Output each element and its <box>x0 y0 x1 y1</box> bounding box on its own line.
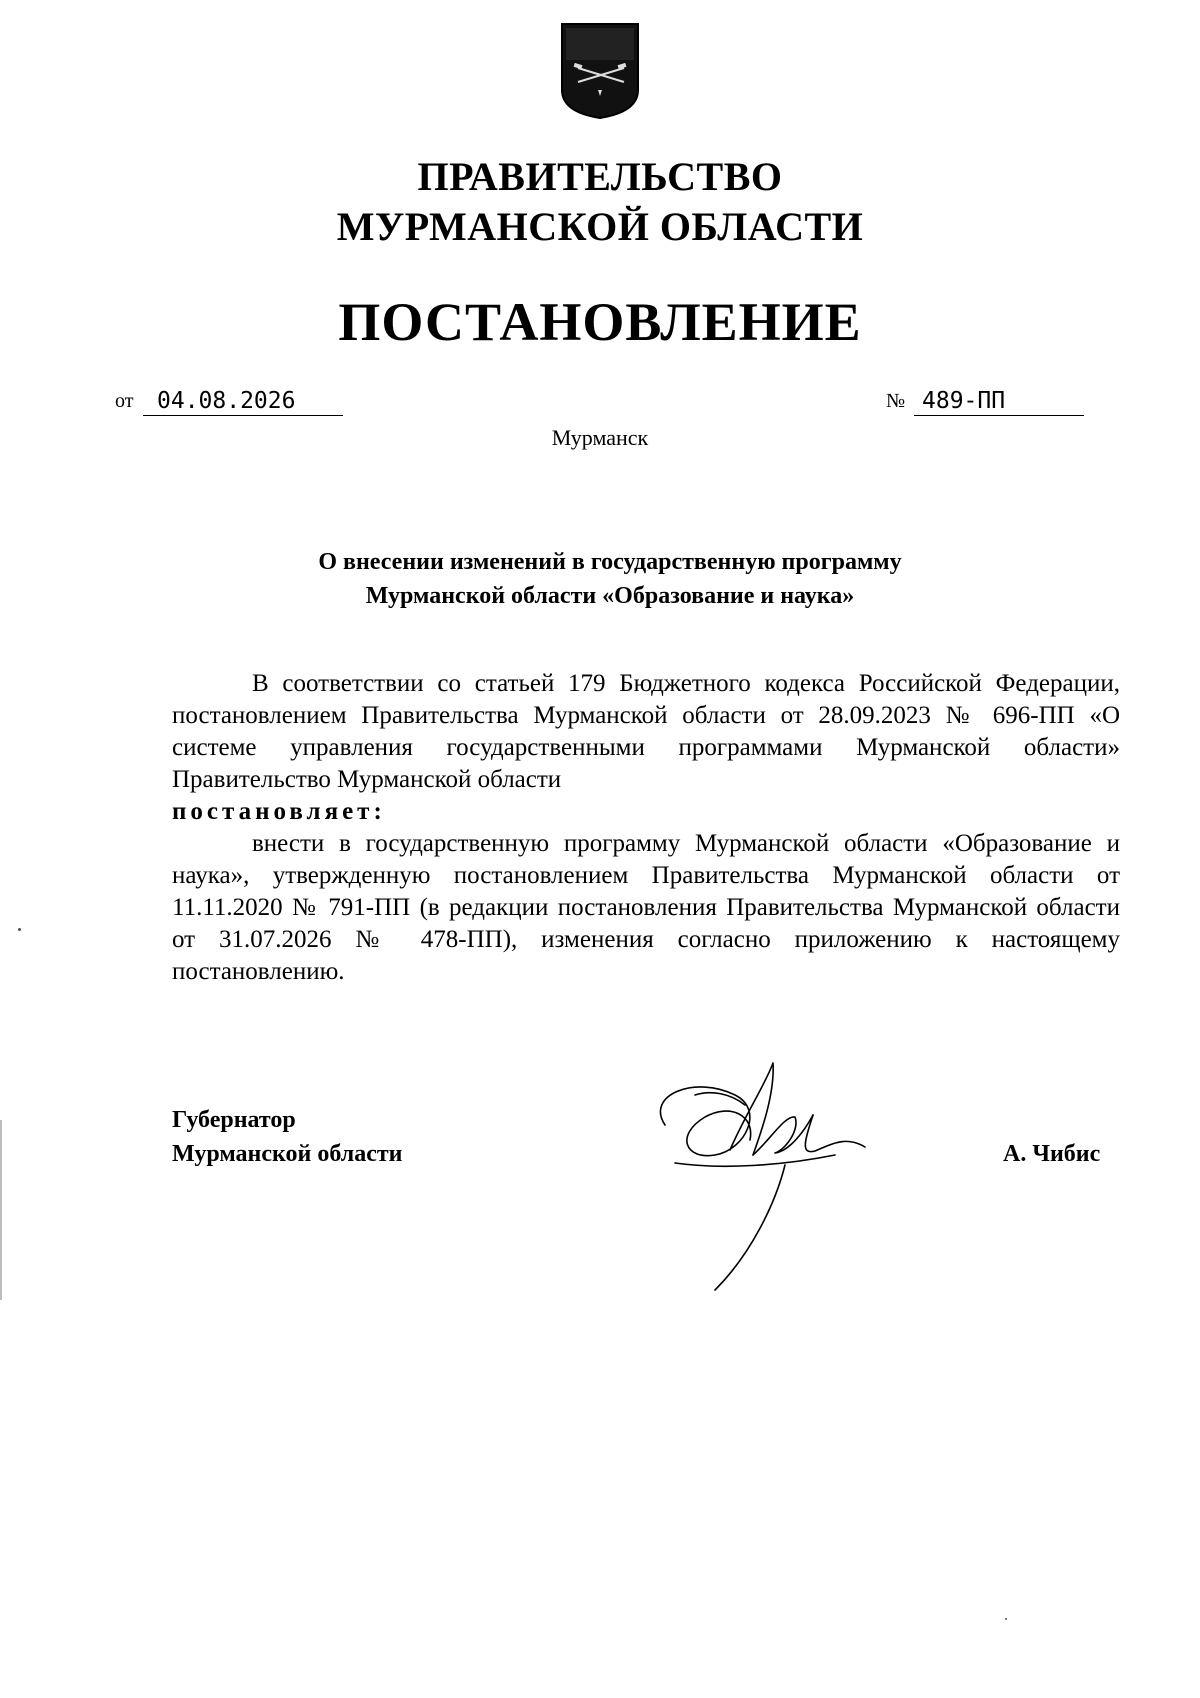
coat-of-arms-icon <box>558 20 642 120</box>
subject-line-2: Мурманской области «Образование и наука» <box>365 583 855 609</box>
date-prefix: от <box>115 390 134 412</box>
scan-margin-mark <box>0 1120 2 1300</box>
signer-name: А. Чибис <box>1003 1141 1101 1167</box>
document-type-title: ПОСТАНОВЛЕНИЕ <box>338 292 862 352</box>
signer-title-line-1: Губернатор <box>172 1107 296 1133</box>
document-date: 04.08.2026 <box>143 388 343 416</box>
subject-line-1: О внесении изменений в государственную программу <box>318 549 902 575</box>
government-title-line-1: ПРАВИТЕЛЬСТВО <box>417 154 783 199</box>
document-number: 489-ПП <box>914 388 1084 416</box>
scan-speck <box>1005 1618 1007 1620</box>
government-title-line-2: МУРМАНСКОЙ ОБЛАСТИ <box>336 204 864 249</box>
document-body <box>172 668 1120 988</box>
scan-speck <box>18 928 21 931</box>
preamble-paragraph: В соответствии со статьей 179 Бюджетного кодекса Российской Федерации, постановлением Правительства Мурманской области от 28.09.2023 № 696-ПП «О системе управления государственными программами Мурманской области» Правительство Мурманской области <box>172 670 1120 793</box>
decree-word: постановляет: <box>172 798 386 825</box>
handwritten-signature-icon <box>635 1055 895 1295</box>
document-city: Мурманск <box>551 425 649 450</box>
number-prefix: № <box>886 390 906 412</box>
resolution-paragraph: внести в государственную программу Мурманской области «Образование и наука», утвержденную постановлением Правительства Мурманской области от 11.11.2020 № 791-ПП (в редакции постановления Правительства Мурманской области от 31.07.2026 № 478-ПП), изменения согласно приложению к настоящему постановлению. <box>172 830 1120 985</box>
signer-title-line-2: Мурманской области <box>172 1141 403 1167</box>
